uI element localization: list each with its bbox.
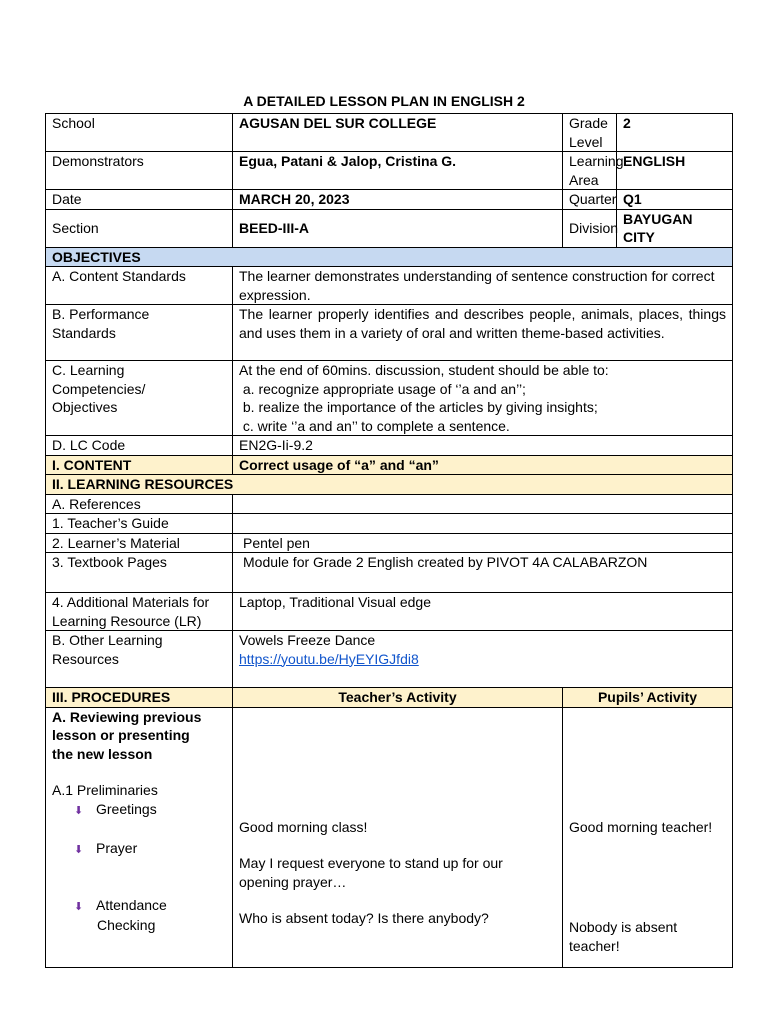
objectives-heading: OBJECTIVES (46, 247, 733, 267)
pupils-activity-cell (563, 707, 733, 967)
other-resources-row (46, 631, 733, 688)
competencies-intro: At the end of 60mins. discussion, student should be able to: (239, 362, 609, 378)
teacher-attendance: Who is absent today? Is there anybody? (239, 910, 489, 926)
resources-heading: II. LEARNING RESOURCES (46, 475, 733, 495)
arrow-bullet-icon: ⬇ (74, 900, 84, 913)
pupil-greeting: Good morning teacher! (569, 818, 713, 835)
lc-code-value: EN2G-Ii-9.2 (233, 436, 733, 456)
other-resources-title: Vowels Freeze Dance (239, 632, 376, 648)
section-value: BEED-III-A (233, 209, 563, 247)
procedure-a-label-cell: A. Reviewing previous lesson or presenting the new lesson A.1 Preliminaries ⬇ Greetings ⬇ Prayer ⬇ Attendance Checking (46, 707, 233, 967)
learners-material-value: Pentel pen (233, 533, 733, 553)
school-label: School (46, 114, 233, 152)
content-standards-value: The learner demonstrates understanding of sentence construction for correct expression. (233, 267, 733, 305)
teacher-prayer-2: opening prayer… (239, 873, 347, 890)
textbook-value: Module for Grade 2 English created by PIVOT 4A CALABARZON (233, 553, 733, 593)
competencies-value (233, 361, 733, 436)
teacher-activity-header: Teacher’s Activity (233, 688, 563, 708)
teachers-guide-label: 1. Teacher’s Guide (46, 514, 233, 534)
school-value: AGUSAN DEL SUR COLLEGE (233, 114, 563, 152)
performance-standards-label: B. Performance Standards (46, 305, 233, 361)
additional-materials-label: 4. Additional Materials for Learning Resource (LR) (46, 593, 233, 631)
competencies-row (46, 361, 733, 436)
quarter-label: Quarter (563, 190, 617, 210)
competencies-label: C. Learning Competencies/ Objectives (46, 361, 233, 436)
teachers-guide-row (46, 514, 733, 534)
content-value: Correct usage of “a” and “an” (233, 455, 733, 475)
division-label: Division (563, 209, 617, 247)
date-row (46, 190, 733, 210)
pupils-activity-header: Pupils’ Activity (563, 688, 733, 708)
other-resources-value (233, 631, 733, 688)
other-resources-label: B. Other Learning Resources (46, 631, 233, 688)
additional-materials-row (46, 593, 733, 631)
references-row (46, 494, 733, 514)
lc-code-label: D. LC Code (46, 436, 233, 456)
objective-b: b. realize the importance of the articles by giving insights; (239, 399, 598, 415)
grade-value: 2 (617, 114, 733, 152)
procedure-a-row (46, 707, 733, 967)
references-value (233, 494, 733, 514)
date-label: Date (46, 190, 233, 210)
grade-label: Grade Level (563, 114, 617, 152)
date-value: MARCH 20, 2023 (233, 190, 563, 210)
pupil-attendance-2: teacher! (569, 937, 620, 954)
lc-code-row (46, 436, 733, 456)
teacher-greeting: Good morning class! (239, 818, 368, 835)
arrow-bullet-icon: ⬇ (74, 804, 84, 817)
content-standards-label: A. Content Standards (46, 267, 233, 305)
area-label: Learning Area (563, 152, 617, 190)
additional-materials-value: Laptop, Traditional Visual edge (233, 593, 733, 631)
demonstrators-value: Egua, Patani & Jalop, Cristina G. (233, 152, 563, 190)
area-value: ENGLISH (617, 152, 733, 190)
lesson-plan-table (45, 113, 733, 968)
school-row (46, 114, 733, 152)
preliminaries-label: A.1 Preliminaries (52, 782, 158, 798)
content-row (46, 455, 733, 475)
content-label: I. CONTENT (46, 455, 233, 475)
performance-standards-value: The learner properly identifies and describes people, animals, places, things and uses them in a variety of oral and written theme-based activities. (233, 305, 733, 361)
section-label: Section (46, 209, 233, 247)
section-row (46, 209, 733, 247)
references-label: A. References (46, 494, 233, 514)
document-title: A DETAILED LESSON PLAN IN ENGLISH 2 (243, 93, 525, 109)
learners-material-label: 2. Learner’s Material (46, 533, 233, 553)
objectives-heading-row (46, 247, 733, 267)
teacher-activity-cell (233, 707, 563, 967)
demonstrators-label: Demonstrators (46, 152, 233, 190)
attendance-item: ⬇ Attendance (52, 896, 226, 917)
arrow-bullet-icon: ⬇ (74, 844, 84, 856)
pupil-attendance-1: Nobody is absent (569, 919, 678, 935)
greetings-item: ⬇ Greetings (52, 800, 226, 821)
procedures-heading: III. PROCEDURES (46, 688, 233, 708)
quarter-value: Q1 (617, 190, 733, 210)
objective-a: a. recognize appropriate usage of ‘’a and an’’; (239, 380, 526, 397)
division-value: BAYUGAN CITY (617, 209, 733, 247)
textbook-label: 3. Textbook Pages (46, 553, 233, 593)
performance-standards-row (46, 305, 733, 361)
demonstrators-row (46, 152, 733, 190)
youtube-link[interactable]: https://youtu.be/HyEYIGJfdi8 (239, 650, 419, 667)
learners-material-row (46, 533, 733, 553)
objective-c: c. write ‘’a and an’’ to complete a sentence. (239, 417, 510, 434)
prayer-item: ⬇ Prayer (52, 839, 226, 860)
teachers-guide-value (233, 514, 733, 534)
content-standards-row (46, 267, 733, 305)
procedures-heading-row (46, 688, 733, 708)
resources-heading-row (46, 475, 733, 495)
teacher-prayer-1: May I request everyone to stand up for our (239, 855, 503, 871)
textbook-row (46, 553, 733, 593)
